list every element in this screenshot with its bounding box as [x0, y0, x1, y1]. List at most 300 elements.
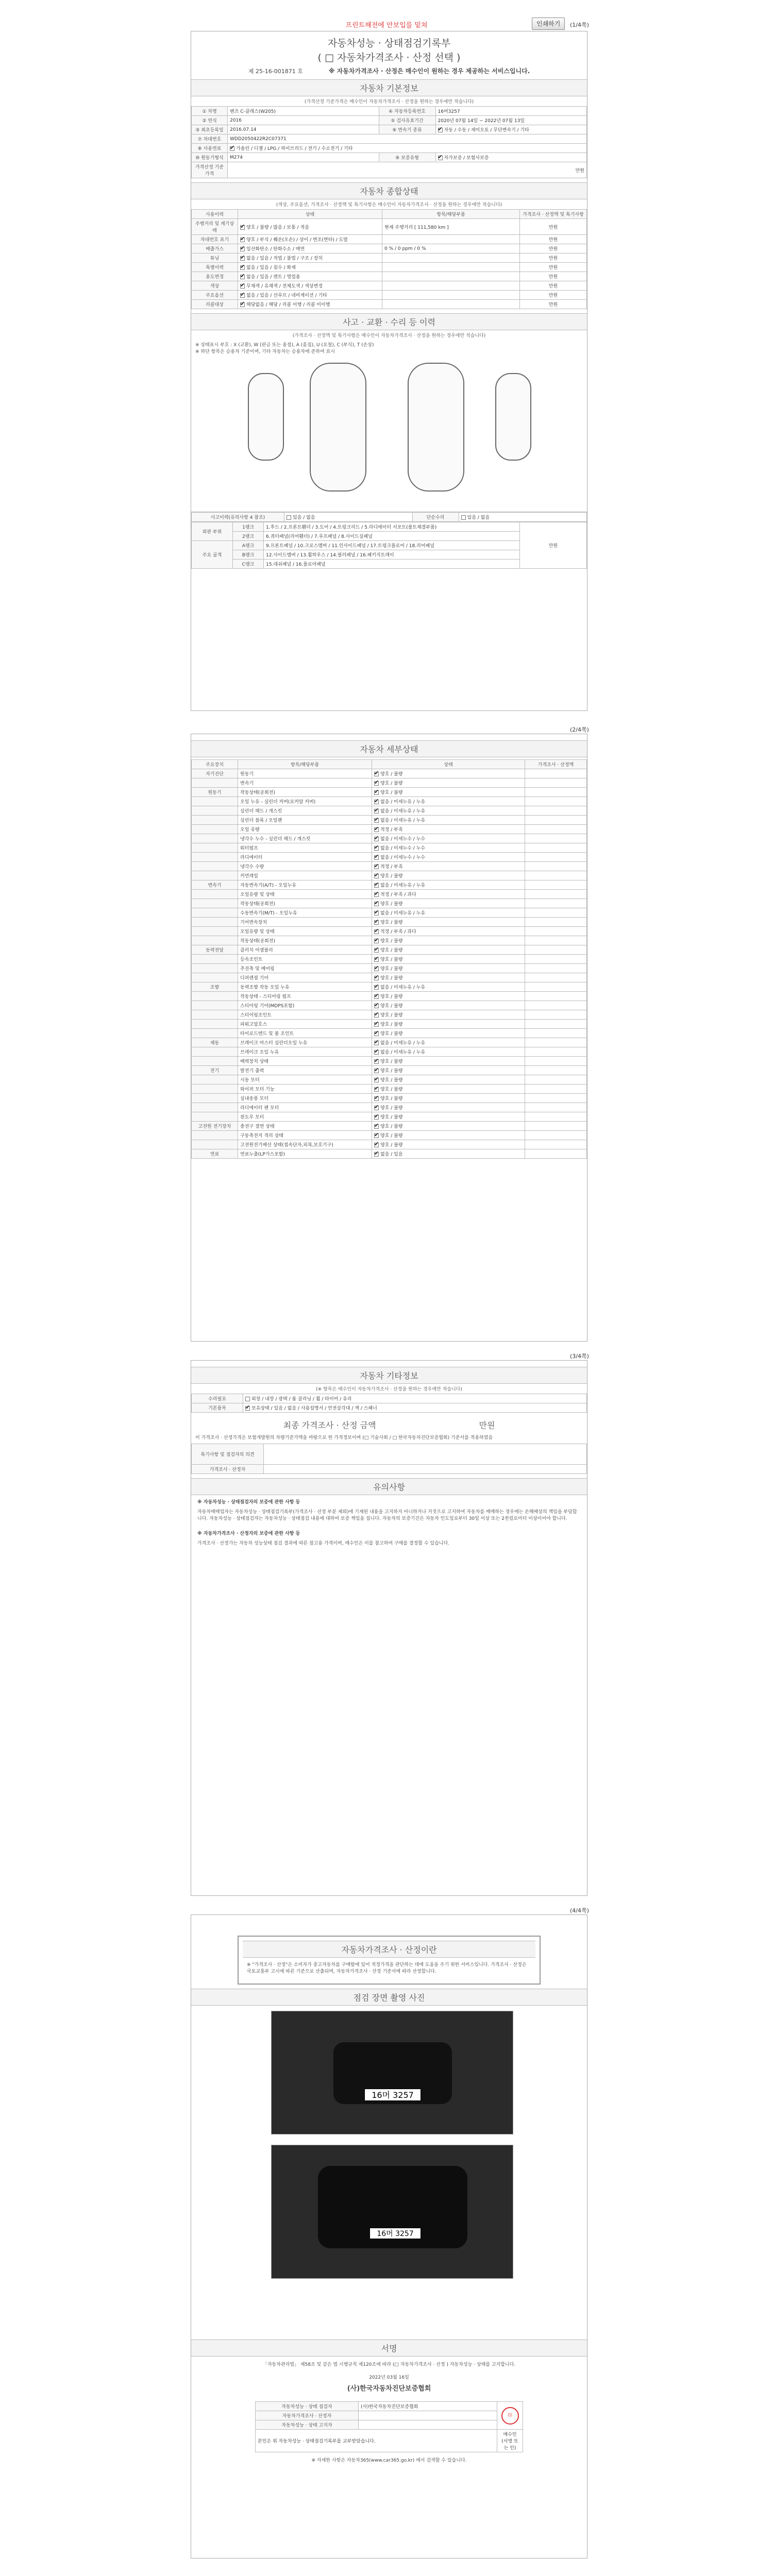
cell — [192, 1029, 238, 1038]
cell — [525, 908, 587, 918]
cell — [525, 1001, 587, 1010]
car-left-side-diagram — [248, 373, 284, 461]
value: 2016 — [228, 116, 379, 125]
cell: ✔ 양호 / 불량 — [372, 1084, 525, 1094]
cell — [382, 253, 520, 263]
cell: 클러치 어셈블리 — [238, 945, 372, 955]
cell: 와이퍼 모터 기능 — [238, 1084, 372, 1094]
cell: 전기 — [192, 1066, 238, 1075]
section-note: (가격조사 · 산정액 및 특기사항은 매수인이 자동차가격조사 · 산정을 원하는 경우에만 적습니다) — [292, 333, 486, 338]
cell: ✔ 없음 / 미세누수 / 누수 — [372, 843, 525, 853]
cell: 윈도우 모터 — [238, 1112, 372, 1122]
detail-row — [192, 862, 587, 871]
cell: 특별이력 — [192, 263, 238, 272]
cell: ✔ 양호 / 불량 — [372, 936, 525, 945]
value: M274 — [228, 153, 379, 162]
state-row — [192, 300, 587, 309]
cell — [525, 1140, 587, 1149]
section-detail-state: 자동차 세부상태 — [191, 740, 587, 757]
cell — [525, 1010, 587, 1020]
cell: 오일 유량 — [238, 825, 372, 834]
cell: ✔ 양호 / 불량 — [372, 1057, 525, 1066]
detail-row — [192, 964, 587, 973]
cell: 오일유량 및 상태 — [238, 890, 372, 899]
label: ① 차명 — [192, 107, 228, 116]
box-text: ※ "가격조사 · 산정"은 소비자가 중고자동차를 구매함에 있어 적정가격을 판단하는 데에 도움을 주기 위한 서비스입니다. 가격조사 · 산정은 국토교통부 고시에 따른 기준으로 산출되며, 자동차가격조사 · 산정 기준서에 따라 산정합니다. — [247, 1962, 527, 1974]
cell: 리콜대상 — [192, 300, 238, 309]
section-note: (색상, 주요옵션, 가격조사 · 산정액 및 특기사항은 매수인이 자동차가격조사 · 산정을 원하는 경우에만 적습니다) — [276, 202, 502, 208]
license-plate: 16머 3257 — [364, 2089, 421, 2101]
cell: 원동기 — [238, 769, 372, 778]
cell: 작동상태(공회전) — [238, 899, 372, 908]
cell — [382, 291, 520, 300]
cell — [192, 862, 238, 871]
cell — [525, 927, 587, 936]
cell: 수동변속기(M/T) - 오일누유 — [238, 908, 372, 918]
cell — [192, 927, 238, 936]
label: 주요 골격 — [192, 541, 233, 569]
cell: 기어변속장치 — [238, 918, 372, 927]
col-header: 사용이력 — [192, 210, 238, 219]
cell — [192, 797, 238, 806]
detail-row — [192, 1140, 587, 1149]
cell — [382, 281, 520, 291]
cell: 배력장치 상태 — [238, 1057, 372, 1066]
detail-row — [192, 1010, 587, 1020]
print-warning: 프린트해전에 안보입를 밑쳐 — [345, 22, 428, 29]
cell — [192, 1112, 238, 1122]
cell — [382, 272, 520, 281]
state-row — [192, 244, 587, 253]
cell — [192, 778, 238, 788]
value: 만원 — [228, 162, 587, 178]
section-note: (※ 항목은 매수인이 자동차가격조사 · 산정을 원하는 경우에만 적습니다) — [316, 1387, 462, 1392]
signature-block: 「자동차관리법」 제58조 및 같은 법 시행규칙 제120조에 따라 (□ 자동차가격조사 · 산정 ) 자동차성능 · 상태를 고지합니다. 2022년 03월 16일 (사)한국자동차진단보증협회 — [262, 2362, 516, 2393]
inspector-table — [191, 1444, 587, 1474]
detail-row — [192, 871, 587, 880]
state-row — [192, 263, 587, 272]
cell — [192, 806, 238, 816]
cell: 제동 — [192, 1038, 238, 1047]
cell: ✔ 적정 / 부족 — [372, 825, 525, 834]
cell — [525, 1057, 587, 1066]
detail-row — [192, 1149, 587, 1159]
label: ⑨ 보증유형 — [379, 153, 435, 162]
cell — [192, 816, 238, 825]
cell: 만원 — [520, 281, 587, 291]
cell: ✔ 양호 / 불량 — [372, 1140, 525, 1149]
cell: ✔ 해당없음 / 해당 / 리콜 이행 / 리콜 미이행 — [238, 300, 382, 309]
value: 있음 / 없음 — [459, 513, 587, 522]
cell — [525, 871, 587, 880]
value: 있음 / 없음 — [284, 513, 413, 522]
cell — [192, 992, 238, 1001]
state-row — [192, 235, 587, 244]
value: ✔ 자가보증 / 보험사보증 — [435, 153, 587, 162]
detail-row — [192, 1112, 587, 1122]
value — [264, 1444, 587, 1465]
final-note: 이 가격조사 · 산정가격은 보험개발원의 차량기준가액을 바탕으로 한 가격정보이며 (□ 기술사회 / □ 한국자동차진단보증협회) 기준서를 적용하였음 — [195, 1435, 493, 1440]
value: 벤츠 C-클래스(W205) — [228, 107, 379, 116]
detail-row — [192, 927, 587, 936]
cell: 구동축전지 격리 상태 — [238, 1131, 372, 1140]
detail-row — [192, 1047, 587, 1057]
section-accident-history: 사고 · 교환 · 수리 등 이력 — [191, 313, 587, 330]
detail-row — [192, 1066, 587, 1075]
cell: ✔ 양호 / 불량 — [372, 945, 525, 955]
car-top-frame-diagram — [408, 363, 464, 492]
cell: ✔ 양호 / 불량 — [372, 788, 525, 797]
detail-row — [192, 880, 587, 890]
cell — [192, 1010, 238, 1020]
cell: ✔ 양호 / 불량 — [372, 1001, 525, 1010]
detail-row — [192, 1038, 587, 1047]
detail-row — [192, 1122, 587, 1131]
cell — [192, 899, 238, 908]
cell — [525, 806, 587, 816]
page-4 — [191, 1914, 587, 2558]
detail-row — [192, 843, 587, 853]
label: ② 연식 — [192, 116, 228, 125]
cell: 추진축 및 베어링 — [238, 964, 372, 973]
cell — [382, 300, 520, 309]
legend: ※ 상태표시 부호 : X (교환), W (판금 또는 용접), A (흠집), U (요철), C (부식), T (손상) ※ 하단 항목은 승용차 기준이며, 기타 자동차는 승용차에 준하여 표시 — [195, 343, 374, 354]
section-caution: 유의사항 — [191, 1478, 587, 1495]
cell: 실내송풍 모터 — [238, 1094, 372, 1103]
value: (사)한국자동차진단보증협회 — [359, 2402, 497, 2411]
cell: ✔ 없음 / 있음 / 렌트 / 영업용 — [238, 272, 382, 281]
cell: 스티어링조인트 — [238, 1010, 372, 1020]
cell: 만원 — [520, 300, 587, 309]
section-basic-info: 자동차 기본정보 — [191, 79, 587, 96]
cell — [192, 1047, 238, 1057]
page-indicator: (2/4쪽) — [570, 726, 589, 733]
detail-row — [192, 918, 587, 927]
cell: 타이로드엔드 및 볼 조인트 — [238, 1029, 372, 1038]
state-row — [192, 272, 587, 281]
cell — [382, 235, 520, 244]
cell: ✔ 양호 / 불량 — [372, 964, 525, 973]
cell — [525, 992, 587, 1001]
cell — [525, 825, 587, 834]
label: 기본품목 — [192, 1403, 243, 1413]
cell: ✔ 양호 / 불량 — [372, 1075, 525, 1084]
accident-table — [191, 512, 587, 522]
cell: 현재 주행거리 [ 111,580 km ] — [382, 219, 520, 235]
cell — [525, 769, 587, 778]
cell: 동력조향 작동 오일 누유 — [238, 982, 372, 992]
cell — [192, 1001, 238, 1010]
cell — [525, 862, 587, 871]
cell — [525, 1038, 587, 1047]
cell: ✔ 없음 / 있음 / 침수 / 화재 — [238, 263, 382, 272]
car-diagram — [191, 358, 587, 512]
cell: 원동기 — [192, 788, 238, 797]
photo-area — [191, 2006, 587, 2335]
detail-row — [192, 1084, 587, 1094]
cell: 작동상태 - 스티어링 펌프 — [238, 992, 372, 1001]
cell: ✔ 양호 / 불량 — [372, 871, 525, 880]
cell: ✔ 없음 / 미세누유 / 누유 — [372, 880, 525, 890]
cell: 주행거리 및 계기상태 — [192, 219, 238, 235]
cell: 용도변경 — [192, 272, 238, 281]
cell: ✔ 양호 / 불량 — [372, 1066, 525, 1075]
cell: 변속기 — [192, 880, 238, 890]
detail-row — [192, 806, 587, 816]
cell: ✔ 적정 / 부족 / 과다 — [372, 927, 525, 936]
cell: ✔ 없음 / 미세누유 / 누유 — [372, 1038, 525, 1047]
cell — [525, 788, 587, 797]
value: 본인은 위 자동차성능 · 상태점검기록부를 교부받았습니다. — [256, 2430, 497, 2452]
cell: 오일 누유 - 실린더 커버(로커암 커버) — [238, 797, 372, 806]
cell — [525, 1084, 587, 1094]
detail-row — [192, 1020, 587, 1029]
detail-row — [192, 908, 587, 918]
cell: ✔ 양호 / 불량 — [372, 992, 525, 1001]
detail-row — [192, 890, 587, 899]
cell: ✔ 없음 / 있음 / 적법 / 불법 / 구조 / 장치 — [238, 253, 382, 263]
cell — [192, 964, 238, 973]
cell: 등속조인트 — [238, 955, 372, 964]
cell — [525, 843, 587, 853]
cell — [525, 1047, 587, 1057]
cell — [192, 1094, 238, 1103]
cell: 브레이크 마스터 실린더오일 누유 — [238, 1038, 372, 1047]
value — [264, 1465, 587, 1474]
cell — [525, 853, 587, 862]
cell — [192, 1140, 238, 1149]
cell: ✔ 양호 / 불량 — [372, 973, 525, 982]
cell: 조향 — [192, 982, 238, 992]
stamp-seal: 印 — [501, 2407, 519, 2425]
cell — [192, 918, 238, 927]
cell: 연료누출(LP가스포함) — [238, 1149, 372, 1159]
detail-row — [192, 797, 587, 806]
cell: 만원 — [520, 235, 587, 244]
value: WDD2050422R2C07371 — [228, 134, 587, 144]
cell: ✔ 양호 / 부식 / 훼손(오손) / 상이 / 변조(변타) / 도말 — [238, 235, 382, 244]
label: ⑤ 검사유효기간 — [379, 116, 435, 125]
cell — [525, 1066, 587, 1075]
cell — [192, 1084, 238, 1094]
section-signature: 서명 — [191, 2340, 587, 2357]
cell — [525, 1094, 587, 1103]
cell — [192, 1020, 238, 1029]
col-header: 주요장치 — [192, 760, 238, 769]
license-plate: 16머 3257 — [369, 2228, 421, 2239]
cell: ✔ 없음 / 미세누유 / 누유 — [372, 982, 525, 992]
page-3 — [191, 1360, 587, 1896]
cell — [525, 1149, 587, 1159]
detail-row — [192, 1131, 587, 1140]
cell: ✔ 일산화탄소 / 탄화수소 / 매연 — [238, 244, 382, 253]
cell: 작동상태(공회전) — [238, 788, 372, 797]
cell: 오일유량 및 상태 — [238, 927, 372, 936]
cell — [525, 1029, 587, 1038]
cell — [525, 880, 587, 890]
price-survey-box — [238, 1936, 541, 1985]
cell — [192, 936, 238, 945]
other-info-table — [191, 1394, 587, 1413]
label: ⑦ 차대번호 — [192, 134, 228, 144]
cell: ✔ 없음 / 미세누유 / 누유 — [372, 806, 525, 816]
cell — [192, 1103, 238, 1112]
cell — [525, 918, 587, 927]
value: 2020년 07월 14일 ~ 2022년 07월 13일 — [435, 116, 587, 125]
value: 15.대쉬패널 / 16.플로어패널 — [264, 560, 520, 569]
section-note: (가격산정 기준가격은 매수인이 자동차가격조사 · 산정을 원하는 경우에만 적습니다) — [304, 99, 474, 105]
cell — [192, 908, 238, 918]
label: 특기사항 및 점검자의 의견 — [192, 1444, 264, 1465]
cell — [525, 973, 587, 982]
detail-row — [192, 788, 587, 797]
cell: ✔ 없음 / 미세누수 / 누수 — [372, 853, 525, 862]
detail-row — [192, 853, 587, 862]
page-indicator: (4/4쪽) — [570, 1907, 589, 1914]
col-header: 상태 — [372, 760, 525, 769]
cell: 냉각수 누수 - 실린더 헤드 / 개스킷 — [238, 834, 372, 843]
value: 6.쿼터패널(리어휀더) / 7.루프패널 / 8.사이드실패널 — [264, 532, 520, 541]
value — [359, 2411, 497, 2420]
label: 가격산정 기준가격 — [192, 162, 228, 178]
label: A랭크 — [233, 541, 264, 550]
detail-row — [192, 992, 587, 1001]
cell: 워터펌프 — [238, 843, 372, 853]
cell: ✔ 양호 / 불량 — [372, 918, 525, 927]
cell: 냉각수 수량 — [238, 862, 372, 871]
detail-row — [192, 1075, 587, 1084]
label: ⑧ 사용연료 — [192, 144, 228, 153]
state-row — [192, 253, 587, 263]
label: 자동차성능 · 상태 점검자 — [256, 2402, 359, 2411]
cell: 커먼레일 — [238, 871, 372, 880]
label: 가격조사 · 산정자 — [192, 1465, 264, 1474]
cell: 차대번호 표기 — [192, 235, 238, 244]
cell: 만원 — [520, 291, 587, 300]
detail-row — [192, 834, 587, 843]
value: 9.프론트패널 / 10.크로스멤버 / 11.인사이드패널 / 17.트렁크플로어 / 18.리어패널 — [264, 541, 520, 550]
cell: ✔ 양호 / 불량 — [372, 1103, 525, 1112]
cell — [192, 1057, 238, 1066]
cell — [525, 964, 587, 973]
footer-note: ※ 자세한 사항은 자동차365(www.car365.go.kr) 에서 검색할 수 있습니다. — [311, 2458, 467, 2463]
cell: ✔ 양호 / 불량 — [372, 1094, 525, 1103]
cell: 시동 모터 — [238, 1075, 372, 1084]
value: 16머3257 — [435, 107, 587, 116]
section-photos: 점검 장면 촬영 사진 — [191, 1989, 587, 2006]
cell — [525, 1122, 587, 1131]
cell — [525, 1103, 587, 1112]
cell: ✔ 양호 / 불량 — [372, 778, 525, 788]
cell — [525, 945, 587, 955]
cell: ✔양호 / 불량 / 많음 / 보통 / 적음 — [238, 219, 382, 235]
state-row — [192, 281, 587, 291]
label: ③ 최초등록일 — [192, 125, 228, 134]
cell: 충전구 절연 상태 — [238, 1122, 372, 1131]
cell: ✔ 양호 / 불량 — [372, 1131, 525, 1140]
cell — [525, 778, 587, 788]
value: 12.사이드멤버 / 13.휠하우스 / 14.필러패널 / 16.패키지트레이 — [264, 550, 520, 560]
value — [359, 2420, 497, 2430]
cell: ✔ 양호 / 불량 — [372, 769, 525, 778]
cell: 실린더 블록 / 오일팬 — [238, 816, 372, 825]
cell: 만원 — [520, 272, 587, 281]
detail-row — [192, 769, 587, 778]
cell: 작동상태(공회전) — [238, 936, 372, 945]
cell: 주요옵션 — [192, 291, 238, 300]
cell — [192, 1131, 238, 1140]
final-price-row: 최종 가격조사 · 산정 금액 만원 — [191, 1417, 587, 1433]
value: 1.후드 / 2.프론트휀더 / 3.도어 / 4.트렁크리드 / 5.라디에이터 서포트(볼트체결부품) — [264, 522, 520, 532]
cell: 파워고압호스 — [238, 1020, 372, 1029]
page-2 — [191, 734, 587, 1342]
detail-row — [192, 778, 587, 788]
print-button[interactable]: 인쇄하기 — [532, 18, 565, 30]
top-bar — [0, 0, 773, 31]
detail-state-table — [191, 759, 587, 1159]
page-1 — [191, 31, 587, 711]
col-header: 항목/해당부품 — [382, 210, 520, 219]
col-header: 가격조사 · 산정액 — [525, 760, 587, 769]
cell: 만원 — [520, 253, 587, 263]
label: ④ 자동차등록번호 — [379, 107, 435, 116]
cell: 라디에이터 — [238, 853, 372, 862]
label: C랭크 — [233, 560, 264, 569]
cell: ✔ 양호 / 불량 — [372, 1112, 525, 1122]
cell — [525, 955, 587, 964]
cell: ✔ 양호 / 불량 — [372, 1122, 525, 1131]
cell: 스티어링 기어(MDPS포함) — [238, 1001, 372, 1010]
label: 2랭크 — [233, 532, 264, 541]
cell — [192, 853, 238, 862]
doc-number-line: 제 25-16-001871 호 ※ 자동차가격조사 · 산정은 매수인이 원하는 경우 제공하는 서비스입니다. — [248, 67, 530, 75]
rear-photo — [271, 2145, 513, 2279]
detail-row — [192, 1103, 587, 1112]
label: ⑥ 변속기 종류 — [379, 125, 435, 134]
cell: 연료 — [192, 1149, 238, 1159]
cell — [525, 899, 587, 908]
page-indicator: (3/4쪽) — [570, 1353, 589, 1360]
label: 자동차성능 · 상태 고지자 — [256, 2420, 359, 2430]
basic-info-table — [191, 106, 587, 178]
car-top-outer-diagram — [310, 363, 366, 492]
value: ✔ 자동 / 수동 / 세미오토 / 무단변속기 / 기타 — [435, 125, 587, 134]
value: 만원 — [520, 522, 587, 569]
cell — [525, 982, 587, 992]
cell — [192, 871, 238, 880]
cell — [525, 1020, 587, 1029]
cell: ✔ 없음 / 있음 — [372, 1149, 525, 1159]
detail-row — [192, 1094, 587, 1103]
overall-state-table — [191, 209, 587, 309]
cell — [525, 1112, 587, 1122]
cell — [525, 816, 587, 825]
value: ✔ 보유상태 / 있음 / 없음 / 사용설명서 / 안전삼각대 / 잭 / 스패너 — [243, 1403, 587, 1413]
cell — [192, 973, 238, 982]
cell — [192, 890, 238, 899]
label: 자동차가격조사 · 산정자 — [256, 2411, 359, 2420]
cell: ✔ 양호 / 불량 — [372, 1010, 525, 1020]
label: 사고이력(유의사항 4 참조) — [192, 513, 284, 522]
caution-block-2: ※ 자동차가격조사 · 산정자의 보증에 관한 사항 등 가격조사 · 산정가는 자동차 성능상태 점검 결과에 따른 참고용 가격이며, 매수인은 이를 참고하여 구매를 결정할 수 있습니다. — [197, 1531, 450, 1546]
cell: ✔ 적정 / 부족 — [372, 862, 525, 871]
page-title: 자동차성능 · 상태점검기록부 — [327, 38, 451, 49]
detail-row — [192, 1001, 587, 1010]
cell: 동력전달 — [192, 945, 238, 955]
detail-row — [192, 1057, 587, 1066]
signature-table — [255, 2401, 523, 2452]
value: 외장 / 내장 / 광택 / 룸 클리닝 / 휠 / 타이어 / 유리 — [243, 1394, 587, 1403]
